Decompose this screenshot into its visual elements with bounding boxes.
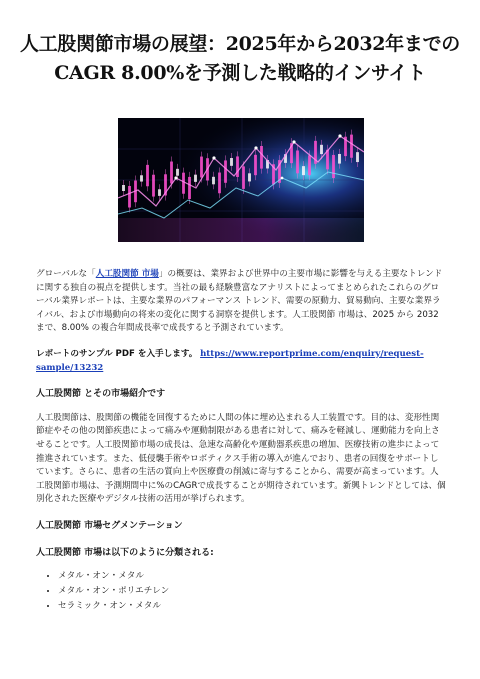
- candle-body: [260, 146, 263, 169]
- intro-paragraph: [36, 268, 446, 336]
- candle-body: [356, 152, 359, 162]
- candle-body: [146, 165, 149, 186]
- candle-body: [212, 177, 215, 185]
- section-heading-intro: 人工股関節 とその市場紹介です: [36, 389, 166, 400]
- candle-body: [158, 189, 161, 196]
- sample-label: レポートのサンプル PDF を入手します。: [36, 348, 198, 359]
- sample-request: [36, 348, 446, 375]
- candle-body: [332, 155, 335, 178]
- candle-body: [194, 175, 197, 182]
- candle-body: [320, 145, 323, 154]
- segmentation-list: [36, 569, 446, 614]
- list-item: • メタル・オン・ポリエチレン: [58, 584, 446, 599]
- candle-body: [188, 177, 191, 199]
- candle-body: [152, 175, 155, 197]
- candle-body: [122, 185, 125, 191]
- article-body: [36, 268, 446, 614]
- stock-chart-illustration: [118, 118, 364, 242]
- candle-body: [242, 166, 245, 188]
- candle-body: [224, 160, 227, 182]
- section-heading-segmentation: 人工股関節 市場セグメンテーション: [36, 520, 183, 531]
- candle-body: [182, 173, 185, 194]
- sample-link[interactable]: https://www.reportprime.com/enquiry/request-sample/13232: [36, 348, 424, 373]
- candle-body: [218, 173, 221, 194]
- candle-body: [140, 175, 143, 181]
- page-title: 人工股関節市場の展望：2025年から2032年までのCAGR 8.00%を予測した戦略的インサイト: [20, 33, 460, 84]
- candle-body: [302, 166, 305, 175]
- candle-body: [170, 162, 173, 184]
- candle-body: [176, 169, 179, 176]
- hero-image: [118, 118, 364, 242]
- candle-body: [236, 156, 239, 177]
- candle-body: [296, 150, 299, 173]
- candle-body: [350, 135, 353, 158]
- candle-body: [338, 154, 341, 164]
- candle-body: [128, 186, 131, 208]
- candle-body: [248, 173, 251, 181]
- candle-body: [230, 158, 233, 166]
- list-item: • メタル・オン・メタル: [58, 569, 446, 584]
- market-link[interactable]: 人工股関節 市場: [95, 269, 159, 279]
- intro-suffix: 」の概要は、業界および世界中の主要市場に影響を与える主要なトレンドに関する独自の視点を提供します。当社の最も経験豊富なアナリストによってまとめられたこれらのグローバル業界レポートは、主要な業界のパフォーマンス トレンド、需要の原動力、貿易動向、主要な業界ライバル、および市場動向の将来の変化に関する洞察を提供します。人工股関節 市場は、2025 から 2032 まで、8.00% の複合年間成長率で成長すると予測されています。: [36, 269, 443, 334]
- list-item: • セラミック・オン・メタル: [58, 599, 446, 614]
- section-intro-text: 人工股関節は、股関節の機能を回復するために人間の体に埋め込まれる人工装置です。目的は、変形性関節症やその他の関節疾患によって痛みや運動制限がある患者に対して、痛みを軽減し、運動能力を向上させることです。人工股関節市場の成長は、急速な高齢化や運動器系疾患の増加、医療技術の進歩によって推進されています。また、低侵襲手術やロボティクス手術の導入が進んでおり、患者の回復をサポートしています。さらに、患者の生活の質向上や医療費の削減に寄与することから、需要が高まっています。人工股関節市場は、予測期間中に%のCAGRで成長することが期待されています。新興トレンドとしては、個別化された医療やデジタル技術の活用が挙げられます。: [36, 412, 446, 505]
- candle-body: [200, 157, 203, 178]
- intro-prefix: グローバルな「: [36, 269, 96, 279]
- candle-body: [254, 155, 257, 175]
- segmentation-subheading: 人工股関節 市場は以下のように分類される:: [36, 547, 214, 558]
- candle-body: [308, 155, 311, 175]
